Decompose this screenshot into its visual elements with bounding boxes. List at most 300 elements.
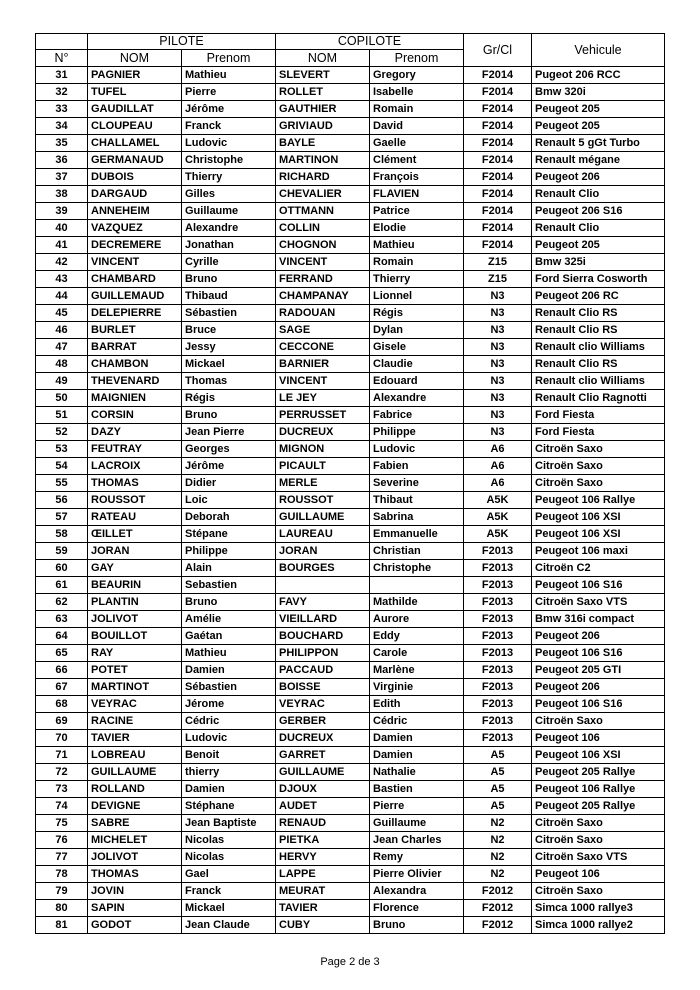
copilote-prenom-cell: Thierry [370, 271, 464, 288]
table-row [36, 526, 665, 543]
pilote-prenom-cell: Ludovic [182, 135, 276, 152]
entry-number-cell: 34 [36, 118, 88, 135]
pilote-prenom-cell: Loic [182, 492, 276, 509]
vehicle-cell: Peugeot 106 Rallye [532, 492, 665, 509]
copilote-prenom-cell: Bastien [370, 781, 464, 798]
pilote-header: PILOTE [88, 34, 276, 50]
entry-number-cell: 36 [36, 152, 88, 169]
copilote-prenom-cell: Lionnel [370, 288, 464, 305]
copilote-nom-cell: LAPPE [276, 866, 370, 883]
table-row [36, 815, 665, 832]
pilote-nom-cell: TAVIER [88, 730, 182, 747]
vehicle-cell: Peugeot 106 XSI [532, 747, 665, 764]
pilote-prenom-cell: Mickael [182, 900, 276, 917]
copilote-prenom-cell: Carole [370, 645, 464, 662]
number-header-blank [36, 34, 88, 50]
pilote-nom-cell: MARTINOT [88, 679, 182, 696]
pilote-prenom-cell: Georges [182, 441, 276, 458]
group-class-cell: A5 [464, 764, 532, 781]
entry-number-cell: 52 [36, 424, 88, 441]
page-footer: Page 2 de 3 [320, 956, 380, 968]
vehicle-cell: Ford Fiesta [532, 424, 665, 441]
pilote-prenom-cell: Franck [182, 118, 276, 135]
entry-number-cell: 32 [36, 84, 88, 101]
copilote-prenom-cell: Florence [370, 900, 464, 917]
copilote-nom-cell: PACCAUD [276, 662, 370, 679]
group-class-cell: N2 [464, 832, 532, 849]
pilote-nom-cell: DUBOIS [88, 169, 182, 186]
copilote-prenom-cell: Fabrice [370, 407, 464, 424]
copilote-prenom-cell: Virginie [370, 679, 464, 696]
pilote-prenom-cell: Amélie [182, 611, 276, 628]
copilote-nom-cell: CHOGNON [276, 237, 370, 254]
entry-number-cell: 71 [36, 747, 88, 764]
copilote-prenom-cell: Romain [370, 254, 464, 271]
pilote-nom-cell: MAIGNIEN [88, 390, 182, 407]
copilote-prenom-cell: Eddy [370, 628, 464, 645]
copilote-prenom-cell: Elodie [370, 220, 464, 237]
entry-number-cell: 79 [36, 883, 88, 900]
copilote-nom-cell: MARTINON [276, 152, 370, 169]
pilote-nom-cell: GERMANAUD [88, 152, 182, 169]
copilote-prenom-cell: Mathilde [370, 594, 464, 611]
pilote-prenom-cell: Mathieu [182, 645, 276, 662]
entry-number-cell: 53 [36, 441, 88, 458]
vehicle-cell: Citroën Saxo VTS [532, 594, 665, 611]
copilote-prenom-cell: Pierre Olivier [370, 866, 464, 883]
pilote-prenom-cell: Christophe [182, 152, 276, 169]
entry-number-cell: 50 [36, 390, 88, 407]
copilote-nom-cell: VIEILLARD [276, 611, 370, 628]
copilote-nom-cell: COLLIN [276, 220, 370, 237]
table-row [36, 832, 665, 849]
pilote-prenom-cell: Thierry [182, 169, 276, 186]
pilote-prenom-cell: Mathieu [182, 67, 276, 84]
entry-number-cell: 68 [36, 696, 88, 713]
group-class-cell: F2014 [464, 101, 532, 118]
table-row [36, 407, 665, 424]
copilote-nom-cell: FERRAND [276, 271, 370, 288]
group-class-cell: F2013 [464, 696, 532, 713]
copilote-prenom-cell: Mathieu [370, 237, 464, 254]
entry-number-cell: 77 [36, 849, 88, 866]
pilote-nom-cell: GODOT [88, 917, 182, 934]
vehicle-header: Vehicule [532, 34, 665, 67]
pilote-prenom-cell: Gilles [182, 186, 276, 203]
copilote-prenom-cell: Emmanuelle [370, 526, 464, 543]
copilote-nom-cell: RICHARD [276, 169, 370, 186]
table-row [36, 577, 665, 594]
copilote-prenom-cell: Damien [370, 747, 464, 764]
copilote-nom-cell: GUILLAUME [276, 509, 370, 526]
entry-number-cell: 41 [36, 237, 88, 254]
copilote-prenom-cell: Christian [370, 543, 464, 560]
copilote-prenom-cell: Gaelle [370, 135, 464, 152]
entry-number-cell: 61 [36, 577, 88, 594]
vehicle-cell: Peugeot 106 XSI [532, 526, 665, 543]
copilote-nom-cell: SLEVERT [276, 67, 370, 84]
group-class-cell: N3 [464, 339, 532, 356]
pilote-prenom-cell: Cédric [182, 713, 276, 730]
entry-number-cell: 80 [36, 900, 88, 917]
table-row [36, 866, 665, 883]
table-row [36, 560, 665, 577]
vehicle-cell: Peugeot 206 [532, 679, 665, 696]
group-class-cell: F2014 [464, 203, 532, 220]
pilote-nom-cell: BEAURIN [88, 577, 182, 594]
pilote-nom-cell: RAY [88, 645, 182, 662]
table-row [36, 713, 665, 730]
table-row [36, 645, 665, 662]
copilote-nom-cell: MIGNON [276, 441, 370, 458]
copilote-nom-cell: OTTMANN [276, 203, 370, 220]
vehicle-cell: Peugeot 205 GTI [532, 662, 665, 679]
vehicle-cell: Renault Clio RS [532, 356, 665, 373]
pilote-prenom-cell: Jessy [182, 339, 276, 356]
copilote-nom-cell: BARNIER [276, 356, 370, 373]
entry-number-cell: 72 [36, 764, 88, 781]
table-row [36, 186, 665, 203]
copilote-prenom-cell: Philippe [370, 424, 464, 441]
copilote-prenom-cell: Alexandre [370, 390, 464, 407]
group-class-cell: F2012 [464, 917, 532, 934]
group-class-cell: F2012 [464, 883, 532, 900]
pilote-nom-cell: LACROIX [88, 458, 182, 475]
copilote-prenom-cell: Severine [370, 475, 464, 492]
copilote-nom-cell: DUCREUX [276, 424, 370, 441]
vehicle-cell: Peugeot 206 [532, 628, 665, 645]
entry-number-cell: 69 [36, 713, 88, 730]
pilote-prenom-cell: Gael [182, 866, 276, 883]
copilote-prenom-cell: Romain [370, 101, 464, 118]
vehicle-cell: Renault Clio RS [532, 305, 665, 322]
group-class-cell: F2012 [464, 900, 532, 917]
copilote-nom-cell: GERBER [276, 713, 370, 730]
copilote-prenom-cell: Edouard [370, 373, 464, 390]
group-class-cell: A5 [464, 798, 532, 815]
group-class-cell: F2013 [464, 577, 532, 594]
copilote-nom-cell: FAVY [276, 594, 370, 611]
vehicle-cell: Citroën Saxo [532, 475, 665, 492]
entry-number-cell: 37 [36, 169, 88, 186]
table-row [36, 152, 665, 169]
pilote-nom-cell: DELEPIERRE [88, 305, 182, 322]
copilote-nom-cell: SAGE [276, 322, 370, 339]
group-class-cell: F2014 [464, 186, 532, 203]
vehicle-cell: Peugeot 205 Rallye [532, 798, 665, 815]
pilote-prenom-cell: Thibaud [182, 288, 276, 305]
pilote-prenom-cell: Damien [182, 781, 276, 798]
entry-number-cell: 59 [36, 543, 88, 560]
copilote-nom-cell: MERLE [276, 475, 370, 492]
table-row [36, 883, 665, 900]
pilote-nom-cell: GAY [88, 560, 182, 577]
copilote-prenom-cell: Bruno [370, 917, 464, 934]
table-row [36, 458, 665, 475]
group-class-cell: F2013 [464, 713, 532, 730]
pilote-nom-cell: THOMAS [88, 475, 182, 492]
table-row [36, 696, 665, 713]
pilote-nom-cell: DEVIGNE [88, 798, 182, 815]
pilote-nom-cell: FEUTRAY [88, 441, 182, 458]
vehicle-cell: Simca 1000 rallye2 [532, 917, 665, 934]
copilote-prenom-cell: Ludovic [370, 441, 464, 458]
table-row [36, 84, 665, 101]
vehicle-cell: Renault Clio Ragnotti [532, 390, 665, 407]
pilote-prenom-cell: Deborah [182, 509, 276, 526]
copilote-nom-cell: RADOUAN [276, 305, 370, 322]
vehicle-cell: Renault 5 gGt Turbo [532, 135, 665, 152]
group-class-cell: Z15 [464, 271, 532, 288]
group-class-cell: A5K [464, 492, 532, 509]
entry-number-cell: 58 [36, 526, 88, 543]
group-class-cell: A5 [464, 781, 532, 798]
pilote-prenom-cell: Alain [182, 560, 276, 577]
copilote-nom-header: NOM [276, 50, 370, 67]
vehicle-cell: Simca 1000 rallye3 [532, 900, 665, 917]
entry-number-cell: 40 [36, 220, 88, 237]
entry-number-cell: 38 [36, 186, 88, 203]
entry-number-cell: 48 [36, 356, 88, 373]
pilote-nom-header: NOM [88, 50, 182, 67]
entry-number-cell: 51 [36, 407, 88, 424]
copilote-nom-cell: CECCONE [276, 339, 370, 356]
entry-number-cell: 42 [36, 254, 88, 271]
vehicle-cell: Peugeot 106 S16 [532, 696, 665, 713]
entry-number-cell: 75 [36, 815, 88, 832]
pilote-prenom-cell: Ludovic [182, 730, 276, 747]
vehicle-cell: Peugeot 205 [532, 237, 665, 254]
table-row [36, 220, 665, 237]
copilote-prenom-cell: Alexandra [370, 883, 464, 900]
pilote-nom-cell: JOLIVOT [88, 611, 182, 628]
entry-number-cell: 70 [36, 730, 88, 747]
group-class-cell: F2013 [464, 679, 532, 696]
table-row [36, 305, 665, 322]
vehicle-cell: Citroën C2 [532, 560, 665, 577]
copilote-nom-cell: JORAN [276, 543, 370, 560]
pilote-prenom-cell: Bruno [182, 407, 276, 424]
group-class-cell: F2014 [464, 67, 532, 84]
pilote-nom-cell: DECREMERE [88, 237, 182, 254]
pilote-nom-cell: BOUILLOT [88, 628, 182, 645]
entry-number-cell: 43 [36, 271, 88, 288]
entry-number-cell: 67 [36, 679, 88, 696]
group-class-cell: F2013 [464, 628, 532, 645]
group-class-cell: N3 [464, 424, 532, 441]
copilote-prenom-cell: Régis [370, 305, 464, 322]
vehicle-cell: Pugeot 206 RCC [532, 67, 665, 84]
group-class-cell: F2014 [464, 169, 532, 186]
group-class-cell: N3 [464, 373, 532, 390]
group-class-cell: F2014 [464, 118, 532, 135]
table-row [36, 203, 665, 220]
copilote-nom-cell: DUCREUX [276, 730, 370, 747]
vehicle-cell: Bmw 316i compact [532, 611, 665, 628]
copilote-prenom-cell: François [370, 169, 464, 186]
pilote-nom-cell: CHAMBON [88, 356, 182, 373]
pilote-prenom-cell: Pierre [182, 84, 276, 101]
vehicle-cell: Citroën Saxo [532, 832, 665, 849]
copilote-nom-cell: AUDET [276, 798, 370, 815]
copilote-prenom-cell: Dylan [370, 322, 464, 339]
vehicle-cell: Bmw 325i [532, 254, 665, 271]
copilote-nom-cell: ROLLET [276, 84, 370, 101]
group-class-cell: N3 [464, 390, 532, 407]
group-class-cell: A5 [464, 747, 532, 764]
group-class-cell: Z15 [464, 254, 532, 271]
vehicle-cell: Citroën Saxo VTS [532, 849, 665, 866]
group-class-cell: N3 [464, 356, 532, 373]
table-row [36, 288, 665, 305]
copilote-nom-cell: LE JEY [276, 390, 370, 407]
group-class-cell: F2014 [464, 152, 532, 169]
entry-number-cell: 46 [36, 322, 88, 339]
vehicle-cell: Ford Fiesta [532, 407, 665, 424]
copilote-prenom-cell: Fabien [370, 458, 464, 475]
copilote-prenom-cell: Clément [370, 152, 464, 169]
pilote-prenom-cell: Didier [182, 475, 276, 492]
pilote-prenom-cell: Stéphane [182, 798, 276, 815]
entry-number-cell: 31 [36, 67, 88, 84]
copilote-prenom-cell [370, 577, 464, 594]
copilote-nom-cell: MEURAT [276, 883, 370, 900]
vehicle-cell: Renault clio Williams [532, 339, 665, 356]
entry-number-cell: 33 [36, 101, 88, 118]
entry-number-cell: 78 [36, 866, 88, 883]
copilote-prenom-cell: FLAVIEN [370, 186, 464, 203]
pilote-prenom-cell: Mickael [182, 356, 276, 373]
copilote-nom-cell: RENAUD [276, 815, 370, 832]
copilote-nom-cell: GARRET [276, 747, 370, 764]
pilote-nom-cell: BARRAT [88, 339, 182, 356]
pilote-nom-cell: THOMAS [88, 866, 182, 883]
pilote-prenom-cell: Cyrille [182, 254, 276, 271]
copilote-prenom-cell: Christophe [370, 560, 464, 577]
entry-number-cell: 73 [36, 781, 88, 798]
table-row [36, 339, 665, 356]
entry-number-cell: 39 [36, 203, 88, 220]
copilote-nom-cell: HERVY [276, 849, 370, 866]
pilote-prenom-cell: Thomas [182, 373, 276, 390]
vehicle-cell: Peugeot 106 [532, 866, 665, 883]
copilote-prenom-cell: Edith [370, 696, 464, 713]
pilote-prenom-cell: Jean Pierre [182, 424, 276, 441]
pilote-nom-cell: VINCENT [88, 254, 182, 271]
pilote-nom-cell: DARGAUD [88, 186, 182, 203]
table-row [36, 492, 665, 509]
table-row [36, 781, 665, 798]
table-row [36, 424, 665, 441]
copilote-nom-cell: CHAMPANAY [276, 288, 370, 305]
pilote-prenom-header: Prenom [182, 50, 276, 67]
entry-number-cell: 65 [36, 645, 88, 662]
vehicle-cell: Renault clio Williams [532, 373, 665, 390]
pilote-nom-cell: CORSIN [88, 407, 182, 424]
vehicle-cell: Peugeot 205 Rallye [532, 764, 665, 781]
pilote-nom-cell: PLANTIN [88, 594, 182, 611]
vehicle-cell: Citroën Saxo [532, 441, 665, 458]
pilote-nom-cell: CHALLAMEL [88, 135, 182, 152]
table-body [36, 67, 665, 934]
pilote-prenom-cell: Jérome [182, 696, 276, 713]
group-class-cell: F2013 [464, 730, 532, 747]
copilote-prenom-cell: Isabelle [370, 84, 464, 101]
group-class-cell: A6 [464, 441, 532, 458]
group-class-cell: N3 [464, 288, 532, 305]
copilote-prenom-cell: Pierre [370, 798, 464, 815]
vehicle-cell: Renault mégane [532, 152, 665, 169]
entry-number-cell: 81 [36, 917, 88, 934]
copilote-prenom-cell: Claudie [370, 356, 464, 373]
table-row [36, 254, 665, 271]
entry-number-cell: 60 [36, 560, 88, 577]
group-class-cell: F2014 [464, 84, 532, 101]
group-class-cell: N2 [464, 815, 532, 832]
vehicle-cell: Peugeot 206 S16 [532, 203, 665, 220]
vehicle-cell: Citroën Saxo [532, 713, 665, 730]
table-row [36, 900, 665, 917]
copilote-prenom-cell: Patrice [370, 203, 464, 220]
group-class-cell: F2013 [464, 543, 532, 560]
table-row [36, 373, 665, 390]
entry-number-cell: 66 [36, 662, 88, 679]
table-row [36, 849, 665, 866]
table-row [36, 118, 665, 135]
table-row [36, 679, 665, 696]
copilote-prenom-cell: Sabrina [370, 509, 464, 526]
pilote-prenom-cell: Bruce [182, 322, 276, 339]
table-row [36, 662, 665, 679]
copilote-nom-cell: PHILIPPON [276, 645, 370, 662]
table-row [36, 356, 665, 373]
pilote-nom-cell: DAZY [88, 424, 182, 441]
pilote-prenom-cell: Nicolas [182, 849, 276, 866]
table-row [36, 322, 665, 339]
group-class-cell: N2 [464, 866, 532, 883]
group-class-cell: F2013 [464, 594, 532, 611]
table-row [36, 917, 665, 934]
entry-number-cell: 57 [36, 509, 88, 526]
group-class-cell: A5K [464, 509, 532, 526]
table-row [36, 169, 665, 186]
entry-list-table [35, 33, 665, 934]
group-class-header: Gr/Cl [464, 34, 532, 67]
vehicle-cell: Renault Clio RS [532, 322, 665, 339]
pilote-nom-cell: ROLLAND [88, 781, 182, 798]
entry-number-cell: 49 [36, 373, 88, 390]
copilote-nom-cell: BOURGES [276, 560, 370, 577]
entry-number-cell: 56 [36, 492, 88, 509]
pilote-prenom-cell: Stépane [182, 526, 276, 543]
table-row [36, 798, 665, 815]
copilote-nom-cell: BAYLE [276, 135, 370, 152]
entry-number-cell: 54 [36, 458, 88, 475]
vehicle-cell: Peugeot 206 RC [532, 288, 665, 305]
group-class-cell: F2013 [464, 560, 532, 577]
vehicle-cell: Peugeot 106 [532, 730, 665, 747]
copilote-prenom-cell: Aurore [370, 611, 464, 628]
vehicle-cell: Citroën Saxo [532, 458, 665, 475]
vehicle-cell: Peugeot 206 [532, 169, 665, 186]
vehicle-cell: Renault Clio [532, 220, 665, 237]
copilote-prenom-cell: David [370, 118, 464, 135]
group-class-cell: N3 [464, 322, 532, 339]
pilote-prenom-cell: Bruno [182, 594, 276, 611]
vehicle-cell: Peugeot 205 [532, 101, 665, 118]
pilote-prenom-cell: Sebastien [182, 577, 276, 594]
pilote-prenom-cell: Jonathan [182, 237, 276, 254]
